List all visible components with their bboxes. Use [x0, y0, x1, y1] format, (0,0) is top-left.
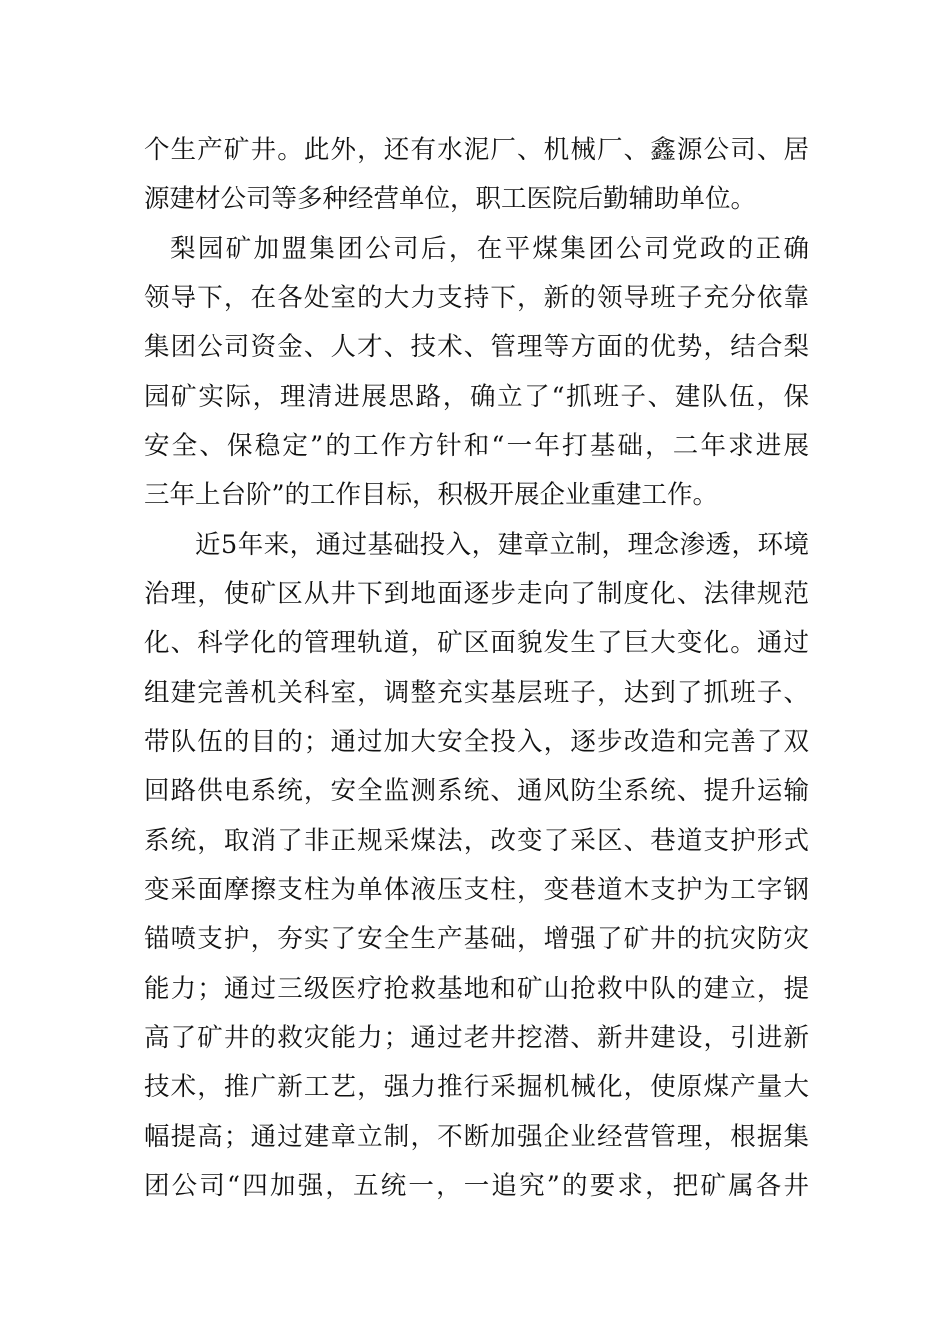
text-line: 梨园矿加盟集团公司后，在平煤集团公司党政的正确 — [170, 234, 809, 264]
text-line: 能力；通过三级医疗抢救基地和矿山抢救中队的建立，提 — [144, 974, 809, 1004]
text-line: 化、科学化的管理轨道，矿区面貌发生了巨大变化。通过 — [144, 628, 809, 658]
text-line: 变采面摩擦支柱为单体液压支柱，变巷道木支护为工字钢 — [144, 875, 809, 905]
text-line: 园矿实际，理清进展思路，确立了“抓班子、建队伍，保 — [144, 382, 809, 412]
text-line: 组建完善机关科室，调整充实基层班子，达到了抓班子、 — [144, 678, 809, 708]
text-line: 回路供电系统，安全监测系统、通风防尘系统、提升运输 — [144, 776, 809, 806]
text-line: 技术，推广新工艺，强力推行采掘机械化，使原煤产量大 — [144, 1072, 809, 1102]
text-line: 个生产矿井。此外，还有水泥厂、机械厂、鑫源公司、居 — [144, 135, 809, 165]
text-line: 集团公司资金、人才、技术、管理等方面的优势，结合梨 — [144, 332, 809, 362]
text-line: 近5年来，通过基础投入，建章立制，理念渗透，环境 — [195, 530, 809, 560]
text-line: 锚喷支护，夯实了安全生产基础，增强了矿井的抗灾防灾 — [144, 924, 809, 954]
text-line: 治理，使矿区从井下到地面逐步走向了制度化、法律规范 — [144, 579, 809, 609]
text-line: 系统，取消了非正规采煤法，改变了采区、巷道支护形式 — [144, 826, 809, 856]
text-line: 高了矿井的救灾能力；通过老井挖潜、新井建设，引进新 — [144, 1023, 809, 1053]
text-line: 幅提高；通过建章立制，不断加强企业经营管理，根据集 — [144, 1122, 809, 1152]
text-line: 源建材公司等多种经营单位，职工医院后勤辅助单位。 — [144, 184, 757, 214]
text-line: 团公司“四加强，五统一，一追究”的要求，把矿属各井 — [144, 1171, 809, 1201]
text-line: 三年上台阶”的工作目标，积极开展企业重建工作。 — [144, 480, 719, 510]
text-line: 安全、保稳定”的工作方针和“一年打基础，二年求进展 — [144, 431, 809, 461]
text-line: 带队伍的目的；通过加大安全投入，逐步改造和完善了双 — [144, 727, 809, 757]
text-line: 领导下，在各处室的大力支持下，新的领导班子充分依靠 — [144, 283, 809, 313]
